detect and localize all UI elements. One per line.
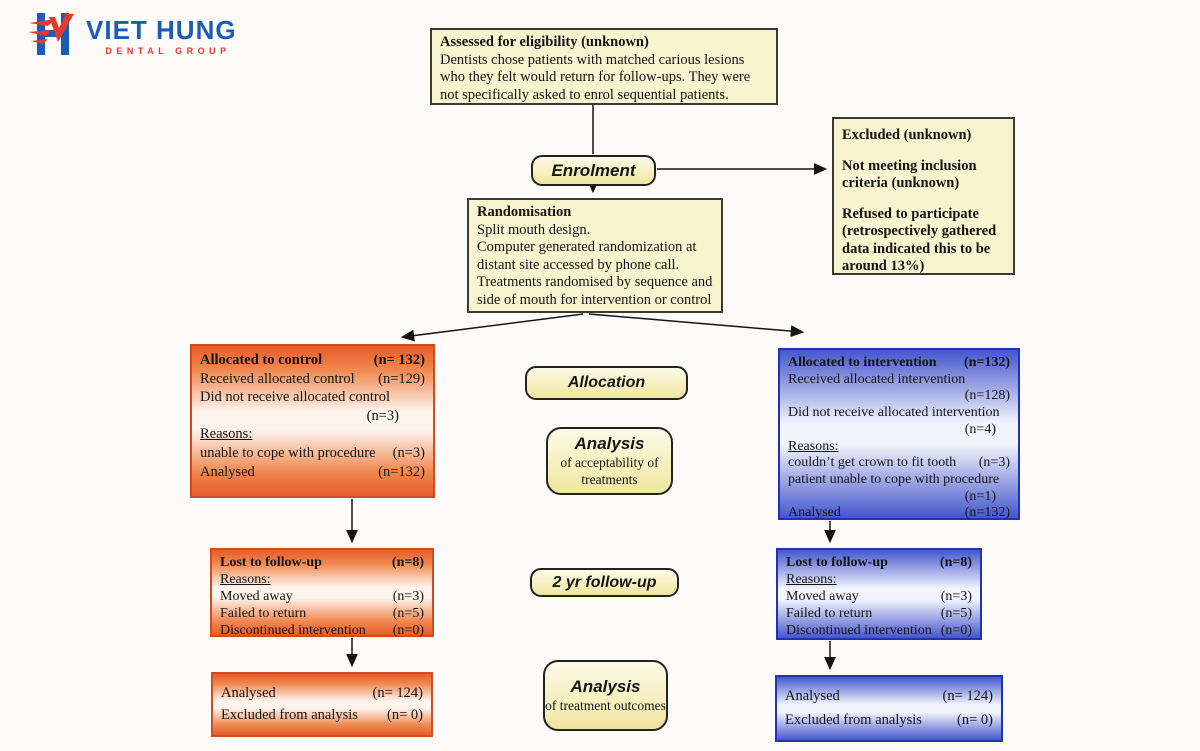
stat-label: Did not receive allocated control xyxy=(200,389,391,406)
stat-row xyxy=(200,463,425,482)
analysis-acceptability-subtitle: of acceptability of treatments xyxy=(560,455,659,487)
stat-label: patient unable to cope with procedure xyxy=(788,471,1000,487)
brand-tagline: DENTAL GROUP xyxy=(105,46,231,56)
text-line: Excluded (unknown) xyxy=(842,127,972,143)
stat-row xyxy=(221,685,423,702)
stat-row xyxy=(788,505,1010,522)
stat-value: (n=0) xyxy=(392,623,424,638)
analysis-acceptability-title: Analysis xyxy=(574,434,645,454)
stat-row xyxy=(788,405,1010,422)
stat-row xyxy=(221,707,423,724)
stat-row xyxy=(788,489,1010,506)
stat-value: (n=5) xyxy=(940,606,972,621)
stat-value: (n=132) xyxy=(964,505,1010,521)
stat-row xyxy=(786,588,972,605)
stat-row xyxy=(220,588,424,605)
stat-label: Lost to follow-up xyxy=(220,555,322,570)
stat-row xyxy=(200,407,425,426)
stat-row xyxy=(786,605,972,622)
lost-followup-control-box xyxy=(210,548,434,637)
stat-label: Received allocated intervention xyxy=(788,371,966,387)
dental-logo-icon xyxy=(28,10,78,63)
stat-row xyxy=(785,712,993,729)
randomisation-title: Randomisation xyxy=(477,204,572,220)
assessed-body: Dentists chose patients with matched carious lesions who they felt would return for follow-ups. They were not specifically asked to enrol sequential patients. xyxy=(440,51,751,103)
assessed-eligibility-box xyxy=(430,28,778,105)
stat-label: Allocated to control xyxy=(200,352,323,368)
allocation-label: Allocation xyxy=(567,374,646,391)
stat-row xyxy=(788,439,1010,456)
stat-value: (n= 0) xyxy=(387,707,423,724)
randomisation-box xyxy=(467,198,723,313)
lost-followup-intervention-box xyxy=(776,548,982,640)
allocation-stage-box xyxy=(525,366,688,400)
stat-row xyxy=(788,372,1010,389)
stat-row xyxy=(786,571,972,588)
text-line: Treatments randomised by sequence and side of mouth for intervention or control xyxy=(477,274,713,308)
allocated-intervention-box xyxy=(778,348,1020,520)
stat-row xyxy=(788,422,1010,439)
stat-row xyxy=(200,370,425,389)
stat-row xyxy=(200,351,425,370)
stat-value: (n=3) xyxy=(940,589,972,604)
stat-label: Discontinued intervention xyxy=(786,623,932,638)
stat-value: (n=8) xyxy=(939,555,972,570)
stat-label: Did not receive allocated intervention xyxy=(788,405,1000,421)
stat-label: Reasons: xyxy=(200,426,253,443)
enrolment-label: Enrolment xyxy=(551,160,636,180)
stat-value: (n=3) xyxy=(392,444,425,461)
stat-value: (n=129) xyxy=(378,370,425,387)
stat-label: couldn’t get crown to fit tooth xyxy=(788,455,957,471)
stat-row xyxy=(200,425,425,444)
analysis-outcomes-stage-box xyxy=(543,660,668,731)
stat-row xyxy=(788,472,1010,489)
stat-value: (n=1) xyxy=(964,488,996,504)
followup-stage-box xyxy=(530,568,679,597)
assessed-title: Assessed for eligibility (unknown) xyxy=(440,34,649,50)
stat-label: Failed to return xyxy=(220,606,307,621)
stat-label: Moved away xyxy=(220,589,293,604)
text-line: Computer generated randomization at distant site accessed by phone call. xyxy=(477,239,697,273)
stat-label: unable to cope with procedure xyxy=(200,444,376,461)
analysis-outcomes-subtitle: of treatment outcomes xyxy=(545,697,666,713)
stat-label: Discontinued intervention xyxy=(220,623,366,638)
stat-value: (n=4) xyxy=(964,421,996,437)
stat-label: Lost to follow-up xyxy=(786,555,888,570)
stat-value: (n=3) xyxy=(392,589,424,604)
stat-row xyxy=(786,622,972,639)
stat-row xyxy=(788,455,1010,472)
stat-row xyxy=(220,571,424,588)
stat-label: Received allocated control xyxy=(200,370,355,387)
stat-value: (n=8) xyxy=(391,555,424,570)
text-line: Split mouth design. xyxy=(477,221,591,238)
stat-label: Analysed xyxy=(200,463,255,480)
enrolment-stage-box xyxy=(531,155,656,186)
stat-value: (n= 124) xyxy=(372,684,423,701)
stat-row xyxy=(788,355,1010,372)
stat-value: (n= 0) xyxy=(957,711,993,728)
allocated-control-box xyxy=(190,344,435,498)
stat-value: (n=132) xyxy=(963,355,1010,370)
stat-label: Reasons: xyxy=(786,572,837,587)
stat-label: Moved away xyxy=(786,589,859,604)
logo-text xyxy=(86,17,237,56)
stat-label: Reasons: xyxy=(220,572,271,587)
stat-label: Analysed xyxy=(221,684,276,701)
stat-row xyxy=(786,554,972,571)
randomisation-lines xyxy=(477,222,713,310)
stat-row xyxy=(220,622,424,639)
analysed-intervention-box xyxy=(775,675,1003,742)
stat-label: Analysed xyxy=(785,688,840,705)
text-line: Refused to participate (retrospectively gathered data indicated this to be around 13%) xyxy=(842,205,997,275)
excluded-box xyxy=(832,117,1015,275)
viet-hung-logo xyxy=(28,10,237,63)
stat-label: Allocated to intervention xyxy=(788,355,937,370)
stat-value: (n=128) xyxy=(964,388,1010,404)
stat-label: Excluded from analysis xyxy=(221,707,358,724)
stat-value: (n=3) xyxy=(366,407,399,424)
stat-value: (n=0) xyxy=(940,623,972,638)
stat-label: Reasons: xyxy=(788,438,839,454)
stat-row xyxy=(788,388,1010,405)
analysis-acceptability-stage-box xyxy=(546,427,673,495)
stat-row xyxy=(785,688,993,705)
stat-row xyxy=(200,444,425,463)
stat-row xyxy=(220,554,424,571)
followup-label: 2 yr follow-up xyxy=(552,573,657,591)
stat-value: (n=5) xyxy=(392,606,424,621)
stat-label: Failed to return xyxy=(786,606,873,621)
stat-value: (n=132) xyxy=(378,463,425,480)
stat-row xyxy=(220,605,424,622)
stat-label: Excluded from analysis xyxy=(785,711,922,728)
analysis-outcomes-title: Analysis xyxy=(570,676,641,696)
stat-row xyxy=(200,388,425,407)
stat-value: (n=3) xyxy=(978,455,1010,471)
stat-value: (n= 124) xyxy=(942,688,993,705)
text-line: Not meeting inclusion criteria (unknown) xyxy=(842,157,977,192)
stat-label: Analysed xyxy=(788,505,841,521)
brand-name: VIET HUNG xyxy=(86,15,237,45)
analysed-control-box xyxy=(211,672,433,737)
stat-value: (n= 132) xyxy=(373,352,425,368)
